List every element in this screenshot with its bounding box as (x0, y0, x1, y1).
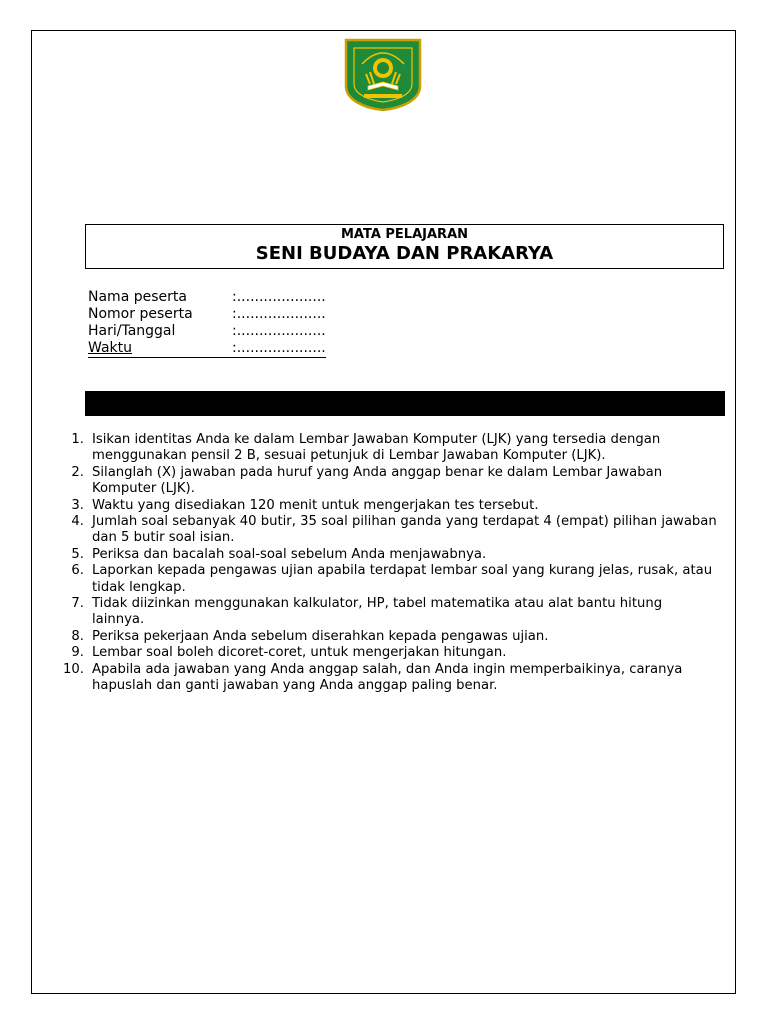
instruction-text: Periksa dan bacalah soal-soal sebelum Anda menjawabnya. (92, 546, 487, 562)
instruction-text: Isikan identitas Anda ke dalam Lembar Jawaban Komputer (LJK) yang tersedia dengan menggunakan pensil 2 B, sesuai petunjuk di Lembar Jawaban Komputer (LJK). (92, 432, 661, 464)
instruction-number: 2. (71, 464, 84, 480)
instruction-text: Tidak diizinkan menggunakan kalkulator, HP, tabel matematika atau alat bantu hitung lainnya. (92, 596, 663, 628)
instruction-number: 6. (71, 563, 84, 579)
instruction-number: 5. (71, 546, 84, 562)
title-box (85, 224, 724, 269)
identity-label: Nama peserta (88, 289, 187, 305)
identity-value: :.................... (232, 306, 326, 322)
instruction-text: Lembar soal boleh dicoret-coret, untuk mengerjakan hitungan. (92, 645, 507, 661)
instruction-text: Apabila ada jawaban yang Anda anggap salah, dan Anda ingin memperbaikinya, caranya hapuslah dan ganti jawaban yang Anda anggap paling benar. (92, 661, 683, 694)
identity-value: :.................... (232, 340, 326, 356)
instruction-item (58, 498, 718, 514)
identity-label: Hari/Tanggal (88, 323, 176, 339)
identity-label: Nomor peserta (88, 306, 193, 322)
instruction-item (58, 563, 718, 596)
instruction-text: Laporkan kepada pengawas ujian apabila terdapat lembar soal yang kurang jelas, rusak, atau tidak lengkap. (92, 563, 713, 595)
instruction-list (58, 432, 718, 695)
instruction-number: 8. (71, 628, 84, 644)
identity-value: :.................... (232, 289, 326, 305)
instruction-item (58, 465, 718, 498)
instruction-text: Jumlah soal sebanyak 40 butir, 35 soal pilihan ganda yang terdapat 4 (empat) pilihan jawaban dan 5 butir soal isian. (92, 514, 717, 546)
instruction-number: 9. (71, 645, 84, 661)
instruction-item (58, 547, 718, 563)
instruction-item (58, 629, 718, 645)
subject-label: MATA PELAJARAN (340, 227, 469, 242)
instruction-item (58, 596, 718, 629)
identity-value: :.................... (232, 323, 326, 339)
identity-row-date (88, 323, 326, 340)
instruction-number: 1. (71, 432, 84, 447)
instruction-item (58, 432, 718, 465)
instruction-text: Waktu yang disediakan 120 menit untuk mengerjakan tes tersebut. (92, 497, 539, 513)
instruction-number: 3. (71, 497, 84, 513)
instruction-number: 7. (71, 596, 84, 612)
instruction-item (58, 662, 718, 695)
section-header-bar (85, 391, 725, 416)
subject-name: SENI BUDAYA DAN PRAKARYA (255, 243, 554, 264)
instruction-item (58, 645, 718, 661)
instruction-text: Silanglah (X) jawaban pada huruf yang Anda anggap benar ke dalam Lembar Jawaban Komputer (LJK). (92, 464, 663, 497)
identity-fields (88, 289, 326, 358)
school-emblem-icon (340, 34, 426, 112)
instruction-number: 4. (71, 514, 84, 530)
instruction-item (58, 514, 718, 547)
identity-row-name (88, 289, 326, 306)
instruction-number: 10. (63, 661, 84, 677)
identity-row-number (88, 306, 326, 323)
identity-row-time (88, 340, 326, 358)
identity-label: Waktu (88, 340, 132, 356)
instruction-text: Periksa pekerjaan Anda sebelum diserahkan kepada pengawas ujian. (92, 628, 549, 644)
